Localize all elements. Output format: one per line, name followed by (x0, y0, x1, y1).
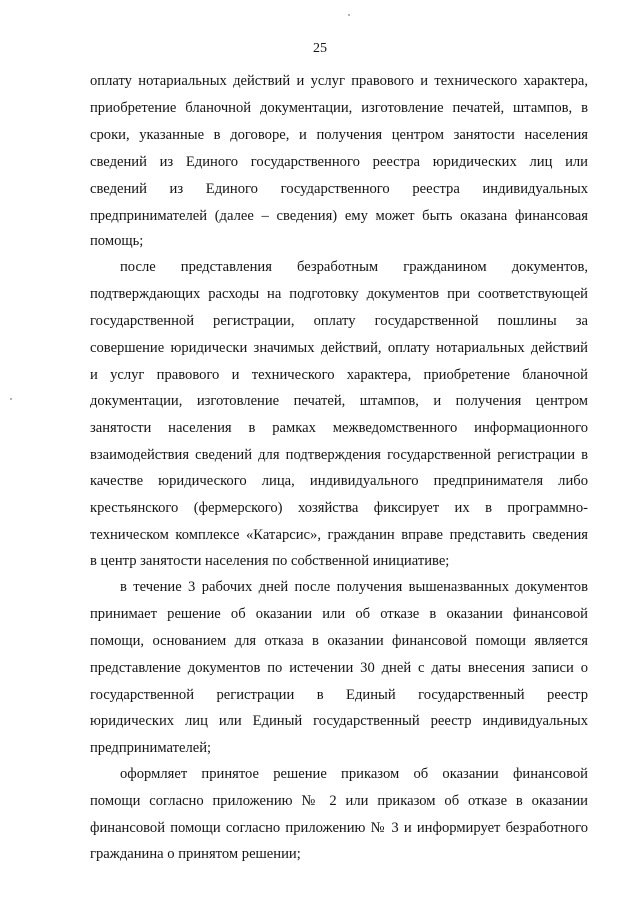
text-line: подтверждающих расходы на подготовку документов при соответствующей (90, 286, 588, 302)
text-line: сроки, указанные в договоре, и получения центром занятости населения (90, 127, 588, 143)
text-line: документации, изготовление печатей, штампов, и получения центром (90, 393, 588, 409)
text-line: и услуг правового и технического характера, приобретение бланочной (90, 367, 588, 383)
text-line: взаимодействия сведений для подтверждения государственной регистрации в (90, 447, 588, 463)
text-line: принимает решение об оказании или об отказе в оказании финансовой (90, 606, 588, 622)
text-line: приобретение бланочной документации, изготовление печатей, штампов, в (90, 100, 588, 116)
text-line: оплату нотариальных действий и услуг правового и технического характера, (90, 73, 588, 89)
text-line: крестьянского (фермерского) хозяйства фиксирует их в программно- (90, 500, 588, 516)
text-line: в центр занятости населения по собственной инициативе; (90, 553, 450, 569)
text-line: в течение 3 рабочих дней после получения вышеназванных документов (120, 579, 588, 595)
text-line: сведений из Единого государственного реестра юридических лиц или (90, 154, 588, 170)
text-line: предпринимателей (далее – сведения) ему может быть оказана финансовая (90, 208, 588, 224)
text-line: совершение юридически значимых действий, оплату нотариальных действий (90, 340, 588, 356)
text-line: помощи согласно приложению № 2 или приказом об отказе в оказании (90, 793, 588, 809)
text-line: государственной регистрации, оплату государственной пошлины за (90, 313, 588, 329)
text-line: качестве юридического лица, индивидуального предпринимателя либо (90, 473, 588, 489)
text-line: после представления безработным гражданином документов, (120, 259, 588, 275)
text-line: гражданина о принятом решении; (90, 846, 301, 862)
text-line: помощи, основанием для отказа в оказании финансовой помощи является (90, 633, 588, 649)
page-number: 25 (313, 41, 327, 56)
text-line: финансовой помощи согласно приложению № 3 и информирует безработного (90, 820, 588, 836)
text-line: оформляет принятое решение приказом об оказании финансовой (120, 766, 588, 782)
text-line: техническом комплексе «Катарсис», гражданин вправе представить сведения (90, 527, 588, 543)
text-line: занятости населения в рамках межведомственного информационного (90, 420, 588, 436)
text-line: представление документов по истечении 30 дней с даты внесения записи о (90, 660, 588, 676)
text-line: юридических лиц или Единый государственный реестр индивидуальных (90, 713, 588, 729)
text-line: государственной регистрации в Единый государственный реестр (90, 687, 588, 703)
text-line: помощь; (90, 233, 144, 249)
text-line: сведений из Единого государственного реестра индивидуальных (90, 181, 588, 197)
scan-artifact-dot (348, 14, 350, 16)
text-line: предпринимателей; (90, 740, 212, 756)
scan-artifact-dot (10, 398, 12, 400)
